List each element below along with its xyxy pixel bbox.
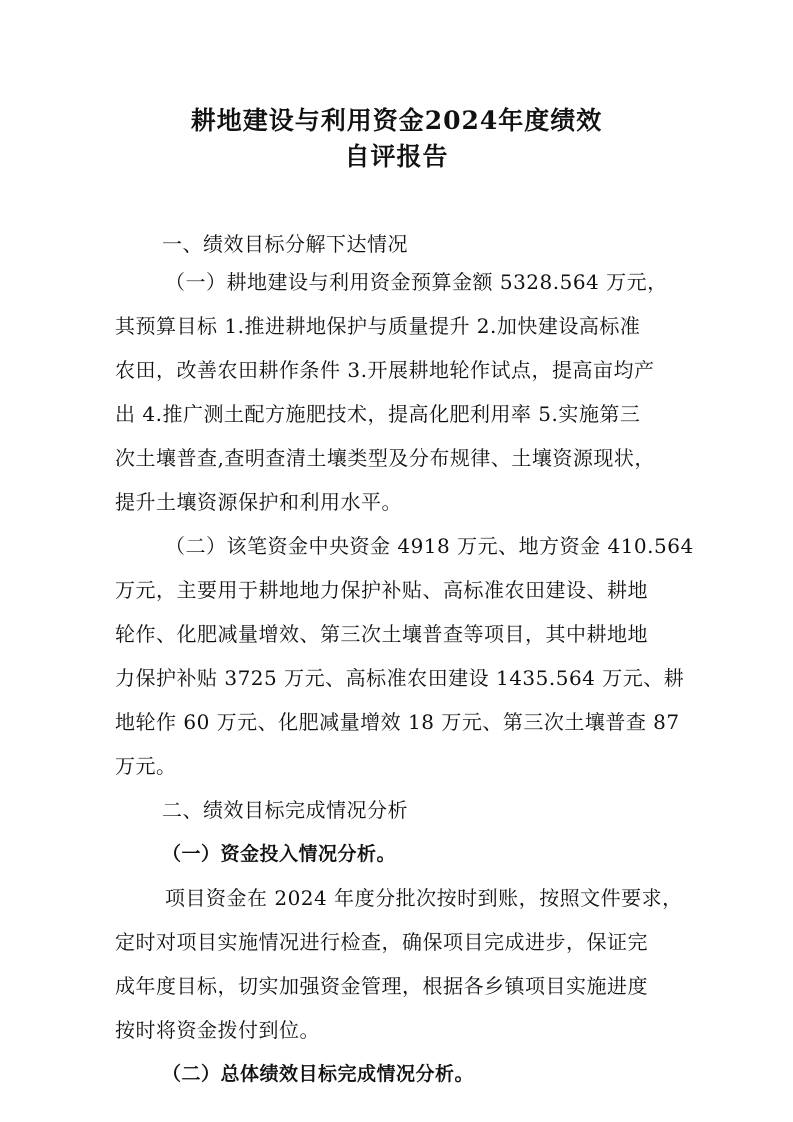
- paragraph-1-line: 次土壤普查,查明查清土壤类型及分布规律、土壤资源现状，: [115, 446, 655, 470]
- paragraph-1-line: 其预算目标 1.推进耕地保护与质量提升 2.加快建设高标准: [115, 314, 641, 338]
- paragraph-1-line: （一）耕地建设与利用资金预算金额 5328.564 万元，: [165, 270, 668, 294]
- paragraph-2-line: 力保护补贴 3725 万元、高标准农田建设 1435.564 万元、耕: [115, 666, 685, 690]
- document-title-line-1: 耕地建设与利用资金2024年度绩效: [190, 106, 603, 135]
- paragraph-3-line: 按时将资金拨付到位。: [115, 1018, 320, 1042]
- document-title-line-2: 自评报告: [344, 142, 449, 171]
- section-2-heading: 二、绩效目标完成情况分析: [162, 798, 408, 822]
- paragraph-3-line: 项目资金在 2024 年度分批次按时到账，按照文件要求，: [165, 886, 683, 910]
- paragraph-2-line: 万元。: [115, 754, 177, 778]
- subsection-1-heading: （一）资金投入情况分析。: [162, 843, 397, 865]
- paragraph-2-line: 地轮作 60 万元、化肥减量增效 18 万元、第三次土壤普查 87: [115, 710, 680, 734]
- paragraph-2-line: 万元，主要用于耕地地力保护补贴、高标准农田建设、耕地: [115, 578, 648, 602]
- section-1-heading: 一、绩效目标分解下达情况: [162, 232, 408, 256]
- paragraph-1-line: 出 4.推广测土配方施肥技术，提高化肥利用率 5.实施第三: [115, 402, 641, 426]
- paragraph-3-line: 成年度目标，切实加强资金管理，根据各乡镇项目实施进度: [115, 974, 648, 998]
- paragraph-2-line: （二）该笔资金中央资金 4918 万元、地方资金 410.564: [165, 534, 694, 558]
- subsection-2-heading: （二）总体绩效目标完成情况分析。: [162, 1063, 475, 1085]
- paragraph-1-line: 农田，改善农田耕作条件 3.开展耕地轮作试点，提高亩均产: [115, 358, 655, 382]
- paragraph-2-line: 轮作、化肥减量增效、第三次土壤普查等项目，其中耕地地: [115, 622, 648, 646]
- paragraph-3-line: 定时对项目实施情况进行检查，确保项目完成进步，保证完: [115, 930, 648, 954]
- paragraph-1-line: 提升土壤资源保护和利用水平。: [115, 490, 402, 514]
